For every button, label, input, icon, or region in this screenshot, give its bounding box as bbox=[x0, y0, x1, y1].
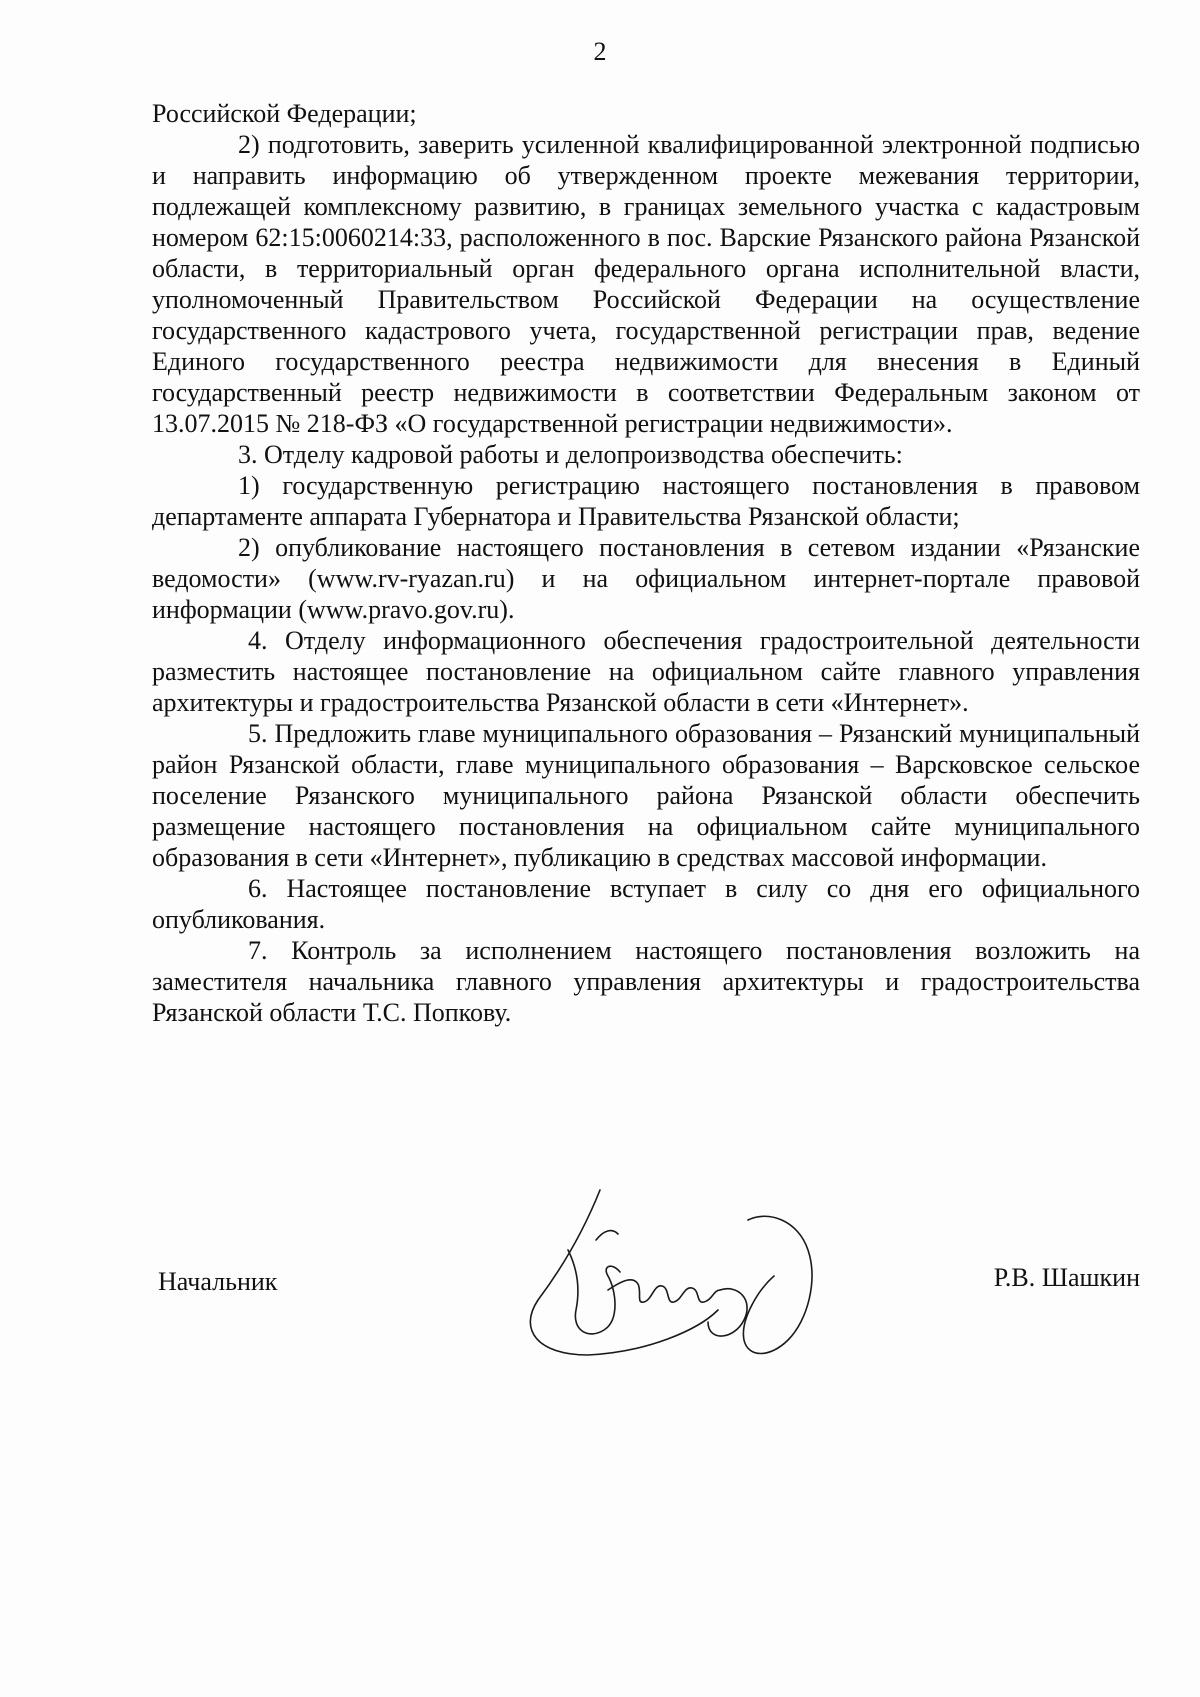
document-body bbox=[152, 98, 1140, 1028]
paragraph-item-3-hr-department: 3. Отделу кадровой работы и делопроизводства обеспечить: bbox=[238, 440, 903, 469]
paragraph-subitem-2-publication: 2) опубликование настоящего постановления в сетевом издании «Рязанские ведомости» (www.rv-ryazan.ru) и на официальном интернет-портале правовой информации (www.pravo.gov.ru). bbox=[152, 533, 1140, 624]
paragraph-item-4-website: 4. Отделу информационного обеспечения градостроительной деятельности разместить настоящее постановление на официальном сайте главного управления архитектуры и градостроительства Рязанской области в сети «Интернет». bbox=[152, 626, 1140, 717]
page-number: 2 bbox=[593, 37, 607, 66]
paragraph-subitem-1-registration: 1) государственную регистрацию настоящего постановления в правовом департаменте аппарата Губернатора и Правительства Рязанской области; bbox=[152, 471, 1140, 531]
paragraph-continuation: Российской Федерации; bbox=[152, 99, 417, 128]
signature-block bbox=[152, 1250, 1140, 1310]
signatory-title: Начальник bbox=[158, 1267, 278, 1296]
paragraph-item-2-cadastral-info: 2) подготовить, заверить усиленной квалифицированной электронной подписью и направить информацию об утвержденном проекте межевания территории, подлежащей комплексному развитию, в границах земельного участка с кадастровым номером 62:15:0060214:33, расположенного в пос. Варские Рязанского района Рязанской области, в территориальный орган федерального органа исполнительной власти, уполномоченный Правительством Российской Федерации на осуществление государственного кадастрового учета, государственной регистрации прав, ведение Единого государственного реестра недвижимости для внесения в Единый государственный реестр недвижимости в соответствии Федеральным законом от 13.07.2015 № 218-ФЗ «О государственной регистрации недвижимости». bbox=[152, 130, 1140, 438]
paragraph-item-6-effective: 6. Настоящее постановление вступает в силу со дня его официального опубликования. bbox=[152, 874, 1140, 934]
paragraph-item-7-control: 7. Контроль за исполнением настоящего постановления возложить на заместителя начальника главного управления архитектуры и градостроительства Рязанской области Т.С. Попкову. bbox=[152, 936, 1140, 1027]
signatory-name: Р.В. Шашкин bbox=[993, 1263, 1140, 1292]
paragraph-item-5-municipal: 5. Предложить главе муниципального образования – Рязанский муниципальный район Рязанской области, главе муниципального образования – Варсковское сельское поселение Рязанского муниципального района Рязанской области обеспечить размещение настоящего постановления на официальном сайте муниципального образования в сети «Интернет», публикацию в средствах массовой информации. bbox=[152, 719, 1140, 872]
